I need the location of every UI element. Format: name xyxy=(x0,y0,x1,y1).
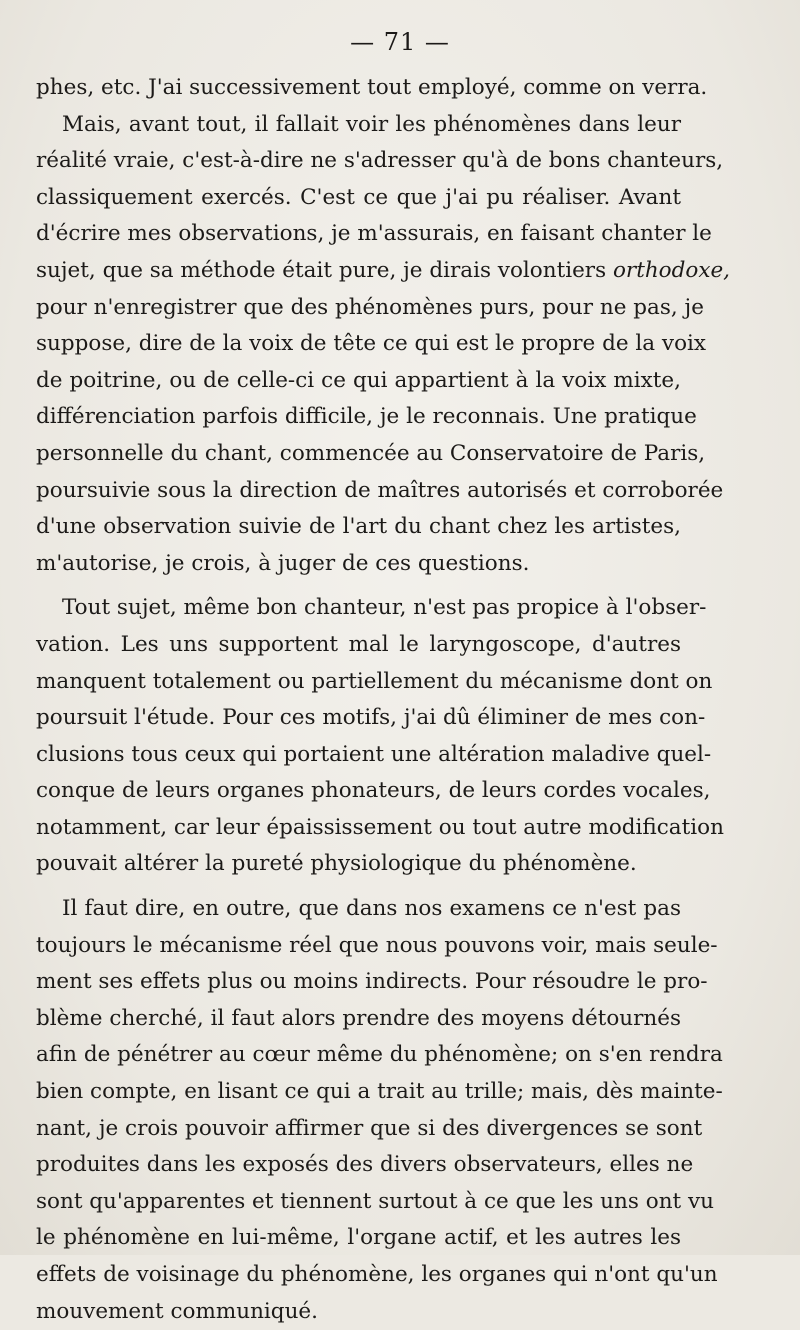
text-line: effets de voisinage du phénomène, les organes qui n'ont qu'un xyxy=(36,1262,718,1287)
text-line: réalité vraie, c'est-à-dire ne s'adresser qu'à de bons chanteurs, xyxy=(36,148,724,174)
text-line: Mais, avant tout, il fallait voir les phénomènes dans leur xyxy=(62,111,681,137)
text-line: toujours le mécanisme réel que nous pouvons voir, mais seule- xyxy=(36,932,718,958)
text-line: classiquement exercés. C'est ce que j'ai pu réaliser. Avant xyxy=(36,184,681,210)
text-line: bien compte, en lisant ce qui a trait au trille; mais, dès mainte- xyxy=(36,1079,723,1105)
text-line: le phénomène en lui-même, l'organe actif, et les autres les xyxy=(36,1225,681,1251)
text-line: vation. Les uns supportent mal le laryngoscope, d'autres xyxy=(36,631,681,657)
body-text xyxy=(36,70,731,1330)
text-line: d'une observation suivie de l'art du chant chez les artistes, xyxy=(36,514,681,540)
text-line: poursuit l'étude. Pour ces motifs, j'ai dû éliminer de mes con- xyxy=(36,705,706,731)
text-line: produites dans les exposés des divers observateurs, elles ne xyxy=(36,1152,694,1178)
text-line: conque de leurs organes phonateurs, de leurs cordes vocales, xyxy=(36,778,711,804)
italic-word: orthodoxe, xyxy=(612,257,731,283)
text-line: de poitrine, ou de celle-ci ce qui appartient à la voix mixte, xyxy=(36,367,681,393)
text-line: m'autorise, je crois, à juger de ces questions. xyxy=(36,550,530,576)
text-line: poursuivie sous la direction de maîtres autorisés et corroborée xyxy=(36,477,724,503)
text-line: différenciation parfois difficile, je le reconnais. Une pratique xyxy=(36,404,697,430)
text-line: sont qu'apparentes et tiennent surtout à ce que les uns ont vu xyxy=(36,1188,715,1214)
text-line: nant, je crois pouvoir affirmer que si des divergences se sont xyxy=(36,1115,703,1141)
text-line: blème cherché, il faut alors prendre des moyens détournés xyxy=(36,1005,681,1031)
text-line: pour n'enregistrer que des phénomènes purs, pour ne pas, je xyxy=(36,294,704,320)
text-line: clusions tous ceux qui portaient une altération maladive quel- xyxy=(36,741,712,767)
text-line: notamment, car leur épaississement ou tout autre modification xyxy=(36,814,724,840)
text-segment: sujet, que sa méthode était pure, je dirais volontiers xyxy=(36,257,607,283)
text-line: Tout sujet, même bon chanteur, n'est pas propice à l'obser- xyxy=(62,595,707,621)
text-line: ment ses effets plus ou moins indirects. Pour résoudre le pro- xyxy=(36,969,708,995)
text-line: suppose, dire de la voix de tête ce qui est le propre de la voix xyxy=(36,331,707,357)
text-line: manquent totalement ou partiellement du mécanisme dont on xyxy=(36,668,713,694)
text-line: Il faut dire, en outre, que dans nos examens ce n'est pas xyxy=(62,896,681,922)
text-line: mouvement communiqué. xyxy=(36,1298,318,1324)
text-line: phes, etc. J'ai successivement tout employé, comme on verra. xyxy=(36,75,708,100)
text-line: d'écrire mes observations, je m'assurais, en faisant chanter le xyxy=(36,221,712,247)
text-line: personnelle du chant, commencée au Conservatoire de Paris, xyxy=(36,440,706,466)
text-line: pouvait altérer la pureté physiologique du phénomène. xyxy=(36,851,637,877)
text-line-with-italic xyxy=(36,253,731,290)
text-line: afin de pénétrer au cœur même du phénomène; on s'en rendra xyxy=(36,1042,723,1068)
page-number: — 71 — xyxy=(350,28,450,56)
